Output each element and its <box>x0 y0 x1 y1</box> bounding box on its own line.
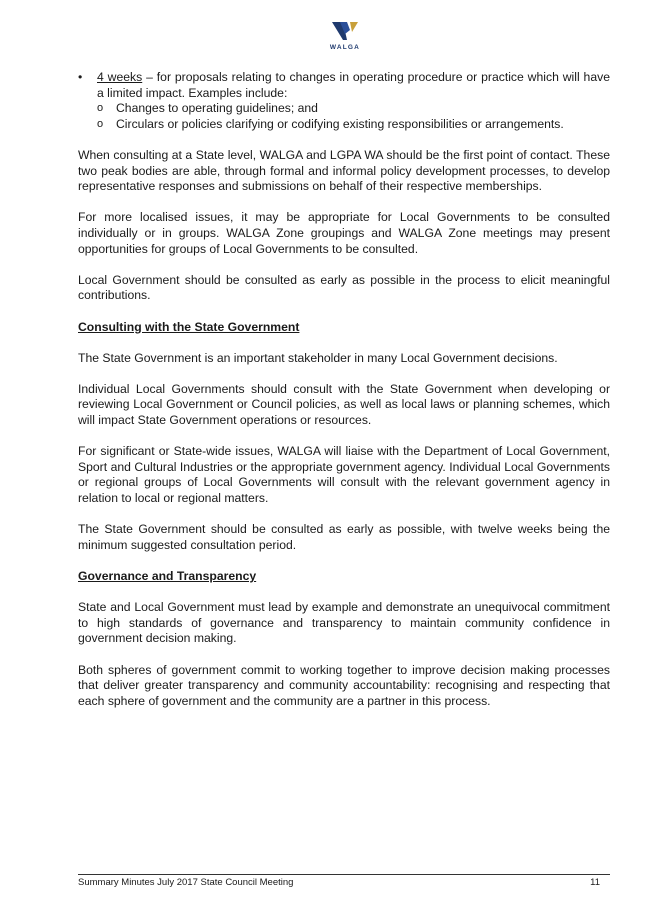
sub-item-text: Changes to operating guidelines; and <box>116 101 318 116</box>
bullet-dot-icon: • <box>78 70 83 84</box>
walga-logo <box>322 20 368 62</box>
paragraph: When consulting at a State level, WALGA and LGPA WA should be the first point of contact. These two peak bodies are able, through formal and informal policy development processes, to develop representative responses and submissions on behalf of their respective memberships. <box>78 147 610 194</box>
section-heading-state: Consulting with the State Government <box>78 319 300 334</box>
bullet-lead: 4 weeks <box>97 70 143 84</box>
sub-item <box>78 117 610 133</box>
paragraph: Individual Local Governments should consult with the State Government when developing or reviewing Local Government or Council policies, as well as local laws or planning schemes, which will impact State Government operations or resources. <box>78 381 610 428</box>
sub-item <box>78 101 610 117</box>
bullet-item <box>78 70 610 101</box>
paragraph: For more localised issues, it may be appropriate for Local Governments to be consulted individually or in groups. WALGA Zone groupings and WALGA Zone meetings may present opportunities for groups of Local Governments to be consulted. <box>78 210 610 256</box>
document-body <box>78 70 610 709</box>
circle-bullet-icon: o <box>97 117 104 130</box>
paragraph: Local Government should be consulted as early as possible in the process to elicit meaningful contributions. <box>78 272 610 303</box>
circle-bullet-icon: o <box>97 102 104 115</box>
paragraph: Both spheres of government commit to working together to improve decision making processes that deliver greater transparency and community accountability: recognising and respecting that each sphere of government and the community are a partner in this process. <box>78 662 610 708</box>
logo-text: WALGA <box>329 44 361 51</box>
sub-item-text: Circulars or policies clarifying or codifying existing responsibilities or arrangements. <box>116 116 564 131</box>
bullet-text: – for proposals relating to changes in operating procedure or practice which will have a limited impact. Examples include: <box>97 70 610 100</box>
paragraph: The State Government should be consulted as early as possible, with twelve weeks being the minimum suggested consultation period. <box>78 522 610 552</box>
paragraph: The State Government is an important stakeholder in many Local Government decisions. <box>78 350 558 365</box>
footer-title: Summary Minutes July 2017 State Council Meeting <box>78 877 294 888</box>
page-number: 11 <box>590 877 600 888</box>
paragraph: State and Local Government must lead by example and demonstrate an unequivocal commitment to high standards of governance and transparency to maintain community confidence in government decision making. <box>78 600 610 646</box>
paragraph: For significant or State-wide issues, WALGA will liaise with the Department of Local Government, Sport and Cultural Industries or the appropriate government agency. Individual Local Governments or regional groups of Local Governments will consult with the relevant government agency in relation to local or regional matters. <box>78 444 610 506</box>
walga-logo-icon <box>331 20 359 42</box>
footer-divider <box>78 874 610 875</box>
section-heading-governance: Governance and Transparency <box>78 569 257 583</box>
